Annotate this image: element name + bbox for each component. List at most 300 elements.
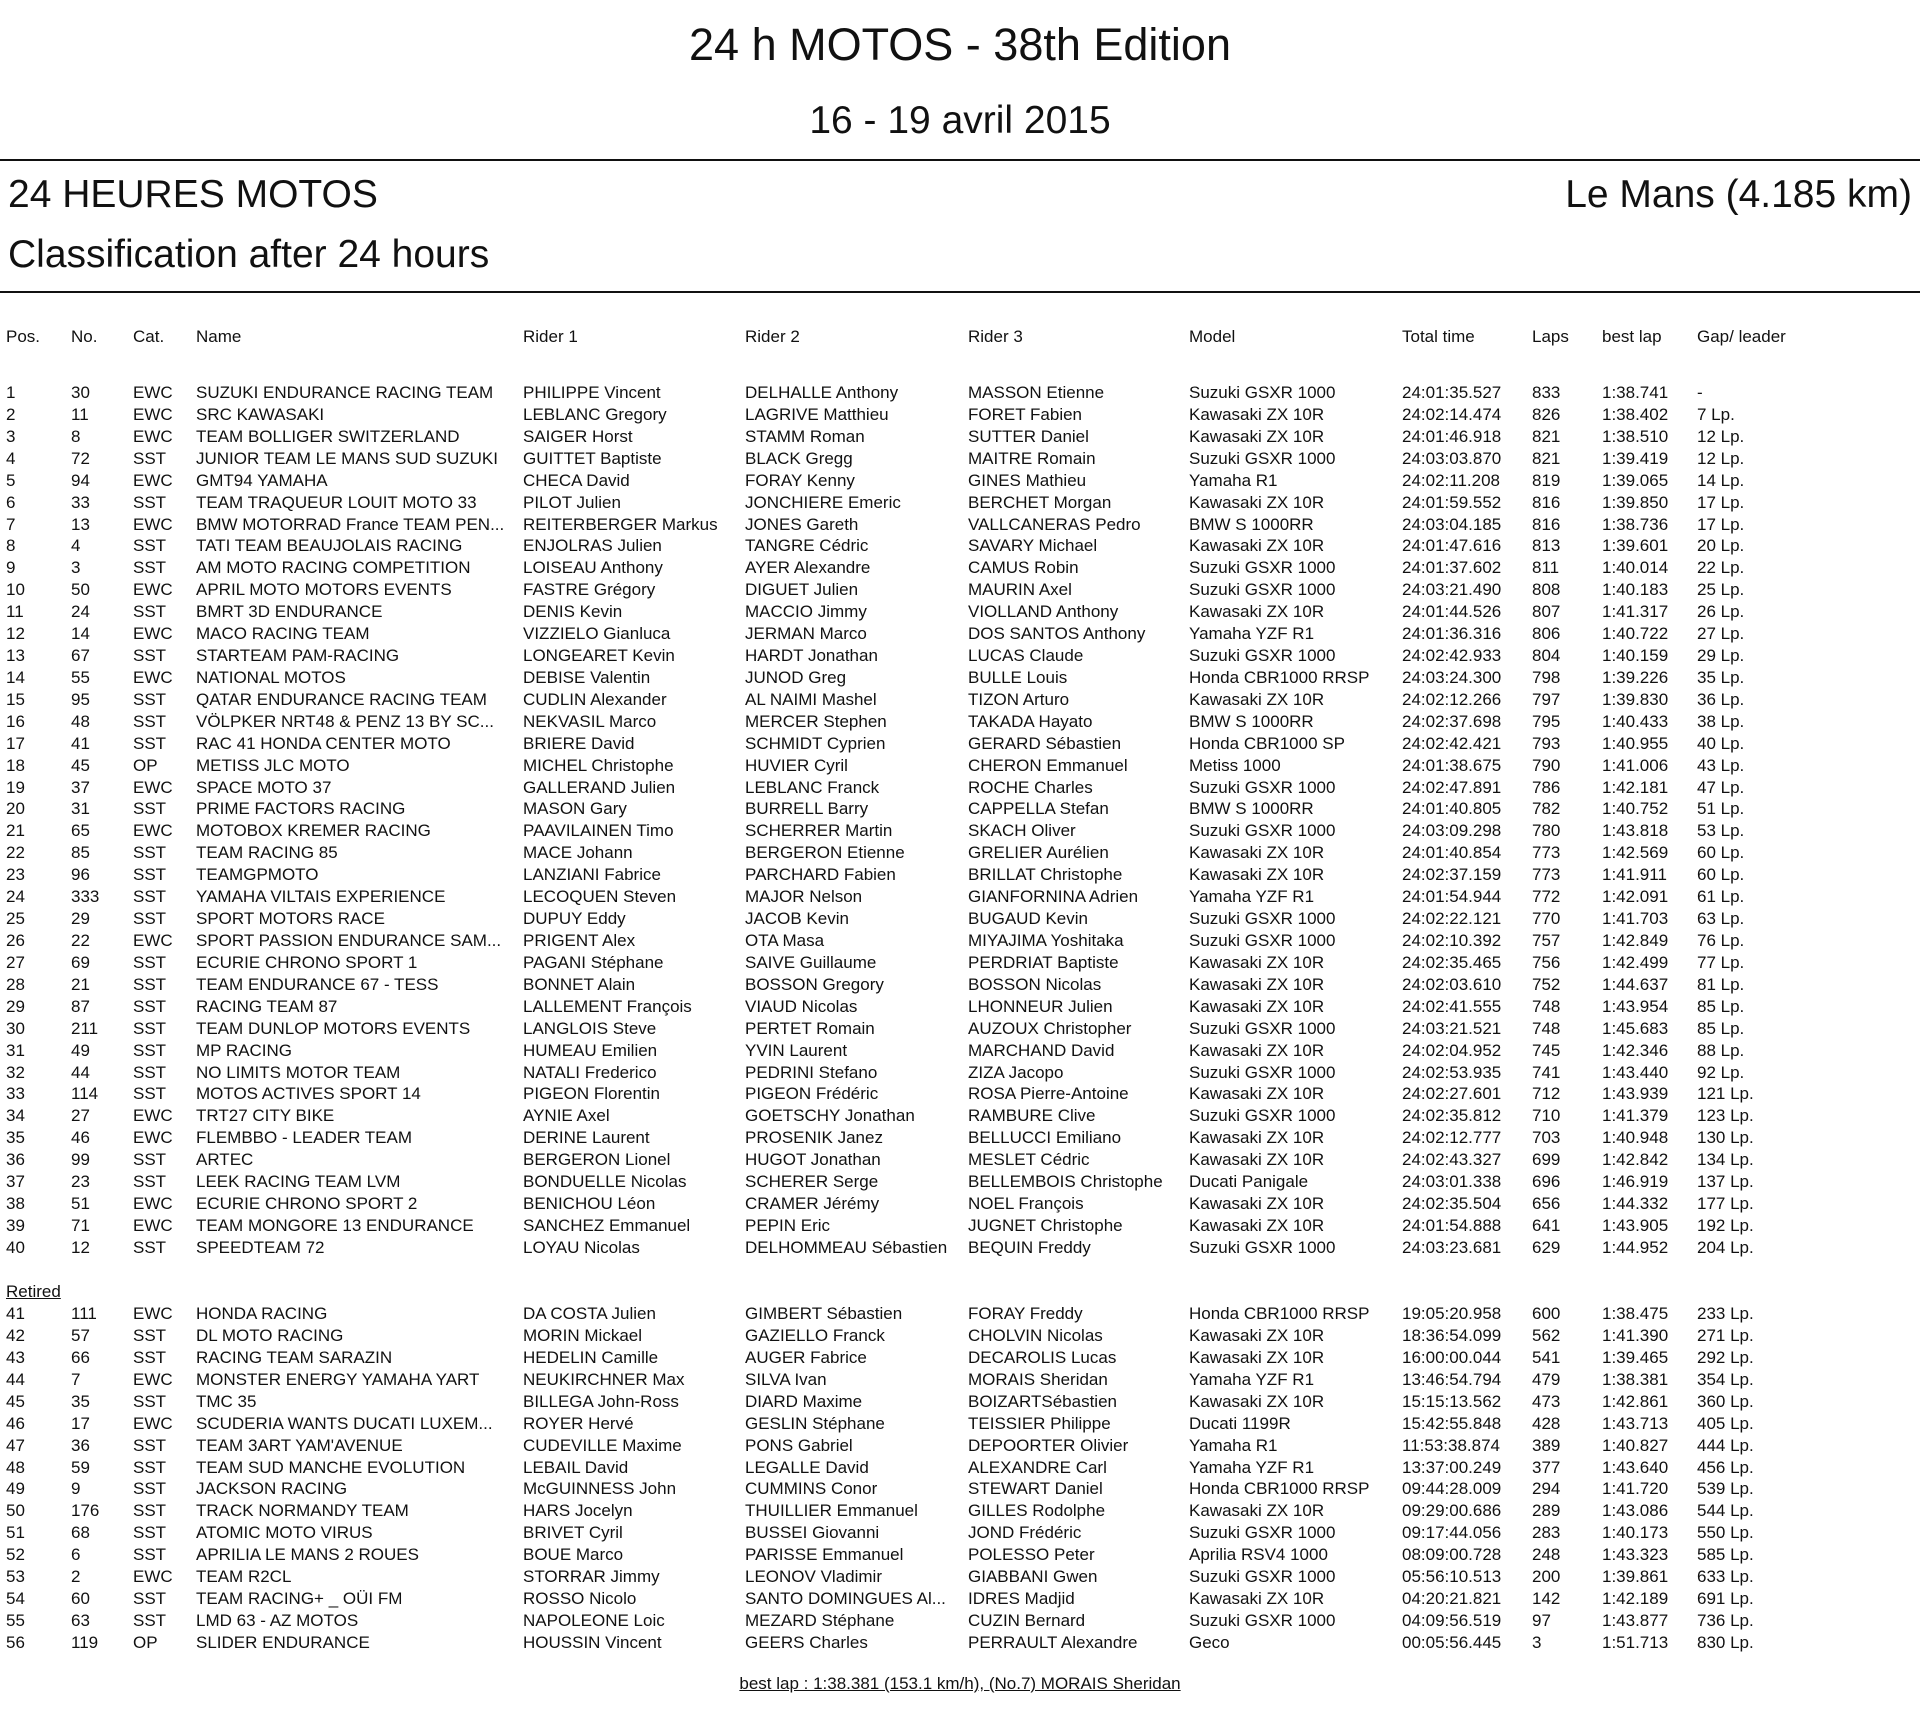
cell-rider2: VIAUD Nicolas: [745, 996, 858, 1016]
cell-rider3: SKACH Oliver: [968, 821, 1076, 841]
cell-pos: 12: [6, 624, 25, 644]
table-row: [0, 1325, 1920, 1347]
cell-rider2: DELHALLE Anthony: [745, 383, 899, 402]
cell-gap: 26 Lp.: [1697, 602, 1745, 622]
cell-rider3: CHERON Emmanuel: [968, 755, 1128, 775]
cell-gap: 85 Lp.: [1697, 996, 1745, 1016]
cell-team: TRACK NORMANDY TEAM: [196, 1501, 409, 1521]
cell-rider2: AUGER Fabrice: [745, 1347, 867, 1367]
table-row: [0, 820, 1920, 842]
cell-laps: 782: [1532, 799, 1561, 819]
cell-best-lap: 1:44.952: [1602, 1237, 1669, 1257]
cell-total-time: 16:00:00.044: [1402, 1347, 1502, 1367]
cell-pos: 53: [6, 1567, 25, 1587]
cell-laps: 811: [1532, 558, 1560, 578]
table-row: [0, 1391, 1920, 1413]
cell-rider3: POLESSO Peter: [968, 1545, 1095, 1565]
cell-laps: 473: [1532, 1391, 1561, 1411]
cell-cat: SST: [133, 1084, 167, 1104]
col-no: No.: [71, 327, 98, 346]
cell-pos: 39: [6, 1215, 25, 1235]
cell-rider2: JONES Gareth: [745, 514, 859, 534]
cell-total-time: 04:20:21.821: [1402, 1589, 1502, 1609]
cell-total-time: 24:03:03.870: [1402, 448, 1502, 468]
cell-rider2: DELHOMMEAU Sébastien: [745, 1237, 948, 1257]
cell-no: 48: [71, 711, 90, 731]
cell-best-lap: 1:41.703: [1602, 909, 1669, 929]
col-model: Model: [1189, 327, 1236, 346]
cell-rider3: DOS SANTOS Anthony: [968, 624, 1146, 644]
cell-model: Yamaha R1: [1189, 470, 1278, 490]
cell-no: 59: [71, 1457, 90, 1477]
classification-title: Classification after 24 hours: [8, 233, 490, 276]
cell-model: Suzuki GSXR 1000: [1189, 1018, 1336, 1038]
cell-rider2: LEBLANC Franck: [745, 777, 880, 797]
cell-rider3: ROCHE Charles: [968, 777, 1093, 797]
cell-rider2: DIGUET Julien: [745, 580, 859, 600]
cell-rider3: LHONNEUR Julien: [968, 996, 1113, 1016]
cell-rider3: VALLCANERAS Pedro: [968, 514, 1141, 534]
table-row: [0, 404, 1920, 426]
cell-no: 23: [71, 1172, 90, 1192]
cell-best-lap: 1:38.381: [1602, 1369, 1669, 1389]
header-divider: [0, 291, 1920, 293]
table-row: [0, 1149, 1920, 1171]
cell-gap: 53 Lp.: [1697, 821, 1745, 841]
cell-rider3: GRELIER Aurélien: [968, 843, 1109, 863]
cell-total-time: 24:02:03.610: [1402, 974, 1502, 994]
cell-rider1: DA COSTA Julien: [523, 1304, 656, 1323]
table-row: [0, 1435, 1920, 1457]
table-row: [0, 1237, 1920, 1259]
cell-best-lap: 1:43.086: [1602, 1501, 1669, 1521]
cell-rider1: MORIN Mickael: [523, 1325, 643, 1345]
cell-rider3: VIOLLAND Anthony: [968, 602, 1119, 622]
cell-pos: 55: [6, 1611, 25, 1631]
cell-rider3: GIABBANI Gwen: [968, 1567, 1098, 1587]
cell-model: Kawasaki ZX 10R: [1189, 1215, 1325, 1235]
cell-no: 46: [71, 1128, 90, 1148]
cell-best-lap: 1:42.181: [1602, 777, 1669, 797]
cell-gap: 691 Lp.: [1697, 1589, 1754, 1609]
cell-rider1: McGUINNESS John: [523, 1479, 677, 1499]
cell-no: 49: [71, 1040, 90, 1060]
cell-rider2: GESLIN Stéphane: [745, 1413, 885, 1433]
cell-rider2: PARCHARD Fabien: [745, 865, 896, 885]
cell-laps: 804: [1532, 646, 1561, 666]
cell-cat: SST: [133, 1391, 167, 1411]
cell-best-lap: 1:39.850: [1602, 492, 1669, 512]
table-row: [0, 864, 1920, 886]
cell-rider1: LOYAU Nicolas: [523, 1237, 640, 1257]
cell-pos: 5: [6, 470, 16, 490]
cell-team: ECURIE CHRONO SPORT 1: [196, 952, 418, 972]
cell-rider3: CUZIN Bernard: [968, 1611, 1086, 1631]
cell-best-lap: 1:43.323: [1602, 1545, 1669, 1565]
cell-cat: SST: [133, 1545, 167, 1565]
cell-gap: 77 Lp.: [1697, 952, 1745, 972]
cell-pos: 16: [6, 711, 25, 731]
cell-total-time: 24:01:36.316: [1402, 624, 1502, 644]
cell-total-time: 24:01:37.602: [1402, 558, 1502, 578]
cell-best-lap: 1:44.637: [1602, 974, 1669, 994]
cell-no: 11: [71, 404, 89, 424]
cell-model: Suzuki GSXR 1000: [1189, 383, 1336, 402]
cell-rider3: MORAIS Sheridan: [968, 1369, 1108, 1389]
cell-total-time: 04:09:56.519: [1402, 1611, 1502, 1631]
table-row: [0, 1369, 1920, 1391]
cell-cat: EWC: [133, 1413, 173, 1433]
cell-rider2: PONS Gabriel: [745, 1435, 853, 1455]
cell-gap: 539 Lp.: [1697, 1479, 1754, 1499]
cell-pos: 25: [6, 909, 25, 929]
cell-laps: 816: [1532, 514, 1561, 534]
cell-no: 12: [71, 1237, 90, 1257]
cell-rider1: GALLERAND Julien: [523, 777, 676, 797]
cell-rider3: MIYAJIMA Yoshitaka: [968, 931, 1124, 950]
cell-team: TEAM TRAQUEUR LOUIT MOTO 33: [196, 492, 477, 512]
cell-gap: 292 Lp.: [1697, 1347, 1754, 1367]
cell-laps: 773: [1532, 865, 1561, 885]
cell-rider2: PEPIN Eric: [745, 1215, 831, 1235]
cell-rider2: LEONOV Vladimir: [745, 1567, 882, 1587]
cell-team: RACING TEAM SARAZIN: [196, 1347, 393, 1367]
cell-team: RAC 41 HONDA CENTER MOTO: [196, 733, 451, 753]
table-row: [0, 426, 1920, 448]
cell-laps: 752: [1532, 974, 1561, 994]
cell-cat: SST: [133, 1347, 167, 1367]
cell-gap: 35 Lp.: [1697, 667, 1745, 687]
cell-team: LEEK RACING TEAM LVM: [196, 1172, 401, 1192]
cell-laps: 248: [1532, 1545, 1561, 1565]
cell-rider1: PILOT Julien: [523, 492, 621, 512]
cell-laps: 699: [1532, 1150, 1561, 1170]
cell-model: Suzuki GSXR 1000: [1189, 931, 1336, 950]
cell-rider1: BRIVET Cyril: [523, 1523, 623, 1543]
cell-no: 21: [71, 974, 90, 994]
cell-rider1: HEDELIN Camille: [523, 1347, 659, 1367]
cell-rider2: AL NAIMI Mashel: [745, 689, 877, 709]
cell-total-time: 24:03:23.681: [1402, 1237, 1502, 1257]
cell-pos: 28: [6, 974, 25, 994]
cell-rider2: BUSSEI Giovanni: [745, 1523, 880, 1543]
cell-rider2: BOSSON Gregory: [745, 974, 884, 994]
cell-rider1: PIGEON Florentin: [523, 1084, 660, 1104]
cell-rider1: LANGLOIS Steve: [523, 1018, 657, 1038]
cell-model: Kawasaki ZX 10R: [1189, 492, 1325, 512]
cell-rider3: BERCHET Morgan: [968, 492, 1112, 512]
cell-model: Kawasaki ZX 10R: [1189, 1501, 1325, 1521]
cell-model: Kawasaki ZX 10R: [1189, 974, 1325, 994]
cell-no: 27: [71, 1106, 90, 1126]
cell-team: MOTOS ACTIVES SPORT 14: [196, 1084, 421, 1104]
table-row: [0, 952, 1920, 974]
cell-rider2: LAGRIVE Matthieu: [745, 404, 889, 424]
cell-cat: SST: [133, 1435, 167, 1455]
cell-pos: 33: [6, 1084, 25, 1104]
cell-rider2: STAMM Roman: [745, 426, 865, 446]
cell-model: Kawasaki ZX 10R: [1189, 865, 1325, 885]
cell-rider1: HARS Jocelyn: [523, 1501, 633, 1521]
cell-no: 35: [71, 1391, 90, 1411]
col-gap: Gap/ leader: [1697, 327, 1786, 346]
cell-rider1: NEUKIRCHNER Max: [523, 1369, 685, 1389]
table-row: [0, 535, 1920, 557]
cell-rider2: GAZIELLO Franck: [745, 1325, 885, 1345]
cell-pos: 30: [6, 1018, 25, 1038]
cell-best-lap: 1:42.091: [1602, 887, 1669, 907]
cell-best-lap: 1:46.919: [1602, 1172, 1669, 1192]
cell-pos: 23: [6, 865, 25, 885]
cell-laps: 786: [1532, 777, 1561, 797]
cell-gap: 61 Lp.: [1697, 887, 1745, 907]
cell-pos: 50: [6, 1501, 25, 1521]
cell-rider3: TAKADA Hayato: [968, 711, 1093, 731]
cell-pos: 27: [6, 952, 25, 972]
cell-pos: 48: [6, 1457, 25, 1477]
cell-best-lap: 1:43.954: [1602, 996, 1669, 1016]
table-row: [0, 1566, 1920, 1588]
cell-cat: SST: [133, 974, 167, 994]
table-row: [0, 514, 1920, 536]
cell-gap: 85 Lp.: [1697, 1018, 1745, 1038]
cell-gap: 550 Lp.: [1697, 1523, 1754, 1543]
cell-total-time: 09:44:28.009: [1402, 1479, 1502, 1499]
cell-model: Kawasaki ZX 10R: [1189, 1589, 1325, 1609]
cell-rider3: GIANFORNINA Adrien: [968, 887, 1139, 907]
table-row: [0, 886, 1920, 908]
cell-no: 95: [71, 689, 90, 709]
cell-model: Suzuki GSXR 1000: [1189, 1611, 1336, 1631]
table-row: [0, 1610, 1920, 1632]
cell-rider2: AYER Alexandre: [745, 558, 871, 578]
cell-no: 63: [71, 1611, 90, 1631]
cell-rider1: BONDUELLE Nicolas: [523, 1172, 687, 1192]
cell-gap: 7 Lp.: [1697, 404, 1735, 424]
cell-cat: SST: [133, 909, 167, 929]
cell-gap: 233 Lp.: [1697, 1304, 1754, 1323]
table-row: [0, 492, 1920, 514]
col-rider1: Rider 1: [523, 327, 578, 346]
cell-total-time: 09:29:00.686: [1402, 1501, 1502, 1521]
cell-rider1: LANZIANI Fabrice: [523, 865, 661, 885]
cell-best-lap: 1:38.475: [1602, 1304, 1669, 1323]
cell-best-lap: 1:40.014: [1602, 558, 1669, 578]
cell-laps: 97: [1532, 1611, 1551, 1631]
cell-total-time: 24:01:40.854: [1402, 843, 1502, 863]
cell-model: Kawasaki ZX 10R: [1189, 536, 1325, 556]
cell-rider1: DUPUY Eddy: [523, 909, 626, 929]
cell-total-time: 24:01:54.944: [1402, 887, 1502, 907]
cell-total-time: 24:01:35.527: [1402, 383, 1502, 402]
cell-pos: 54: [6, 1589, 25, 1609]
cell-team: PRIME FACTORS RACING: [196, 799, 406, 819]
cell-no: 60: [71, 1589, 90, 1609]
cell-no: 3: [71, 558, 81, 578]
cell-no: 51: [71, 1194, 90, 1214]
cell-gap: 12 Lp.: [1697, 426, 1745, 446]
cell-rider3: DECAROLIS Lucas: [968, 1347, 1117, 1367]
cell-best-lap: 1:43.939: [1602, 1084, 1669, 1104]
cell-cat: SST: [133, 1172, 167, 1192]
cell-model: Kawasaki ZX 10R: [1189, 952, 1325, 972]
cell-total-time: 24:02:43.327: [1402, 1150, 1502, 1170]
cell-model: Suzuki GSXR 1000: [1189, 448, 1336, 468]
cell-cat: SST: [133, 1501, 167, 1521]
cell-cat: EWC: [133, 1304, 173, 1323]
cell-no: 36: [71, 1435, 90, 1455]
cell-gap: -: [1697, 383, 1703, 402]
table-row: [0, 842, 1920, 864]
table-row: [0, 798, 1920, 820]
cell-total-time: 24:01:54.888: [1402, 1215, 1502, 1235]
cell-pos: 19: [6, 777, 25, 797]
cell-no: 37: [71, 777, 90, 797]
cell-gap: 12 Lp.: [1697, 448, 1745, 468]
top-divider: [0, 159, 1920, 161]
cell-model: Kawasaki ZX 10R: [1189, 1325, 1325, 1345]
cell-rider1: PRIGENT Alex: [523, 931, 636, 950]
cell-rider1: MICHEL Christophe: [523, 755, 674, 775]
cell-gap: 405 Lp.: [1697, 1413, 1754, 1433]
cell-pos: 45: [6, 1391, 25, 1411]
cell-cat: OP: [133, 755, 158, 775]
cell-team: TEAM ENDURANCE 67 - TESS: [196, 974, 439, 994]
cell-gap: 51 Lp.: [1697, 799, 1745, 819]
cell-cat: SST: [133, 646, 167, 666]
cell-rider2: JERMAN Marco: [745, 624, 867, 644]
cell-pos: 8: [6, 536, 16, 556]
cell-pos: 44: [6, 1369, 25, 1389]
cell-laps: 797: [1532, 689, 1561, 709]
cell-team: APRIL MOTO MOTORS EVENTS: [196, 580, 452, 600]
cell-cat: EWC: [133, 1567, 173, 1587]
cell-model: BMW S 1000RR: [1189, 799, 1314, 819]
col-name: Name: [196, 327, 242, 346]
cell-no: 71: [71, 1215, 90, 1235]
cell-best-lap: 1:38.402: [1602, 404, 1669, 424]
cell-pos: 11: [6, 602, 24, 622]
cell-team: BMW MOTORRAD France TEAM PEN...: [196, 514, 505, 534]
cell-gap: 27 Lp.: [1697, 624, 1745, 644]
table-row: [0, 1500, 1920, 1522]
cell-no: 13: [71, 514, 90, 534]
cell-gap: 43 Lp.: [1697, 755, 1745, 775]
cell-no: 31: [71, 799, 90, 819]
table-row: [0, 382, 1920, 404]
cell-model: Honda CBR1000 RRSP: [1189, 1304, 1370, 1323]
cell-model: Suzuki GSXR 1000: [1189, 777, 1336, 797]
cell-rider1: REITERBERGER Markus: [523, 514, 718, 534]
cell-total-time: 24:02:14.474: [1402, 404, 1502, 424]
cell-cat: EWC: [133, 580, 173, 600]
cell-cat: SST: [133, 711, 167, 731]
cell-team: TATI TEAM BEAUJOLAIS RACING: [196, 536, 463, 556]
cell-rider1: ROYER Hervé: [523, 1413, 634, 1433]
cell-rider3: DEPOORTER Olivier: [968, 1435, 1129, 1455]
cell-model: Kawasaki ZX 10R: [1189, 843, 1325, 863]
cell-rider2: SILVA Ivan: [745, 1369, 827, 1389]
table-row: [0, 1478, 1920, 1500]
table-row: [0, 1062, 1920, 1084]
cell-team: HONDA RACING: [196, 1304, 328, 1323]
cell-cat: SST: [133, 799, 167, 819]
cell-cat: SST: [133, 602, 167, 622]
cell-rider2: LEGALLE David: [745, 1457, 869, 1477]
cell-pos: 42: [6, 1325, 25, 1345]
cell-rider3: PERDRIAT Baptiste: [968, 952, 1119, 972]
cell-rider2: BURRELL Barry: [745, 799, 869, 819]
cell-model: Suzuki GSXR 1000: [1189, 821, 1336, 841]
cell-rider2: DIARD Maxime: [745, 1391, 863, 1411]
cell-rider1: ENJOLRAS Julien: [523, 536, 662, 556]
cell-rider1: GUITTET Baptiste: [523, 448, 662, 468]
cell-best-lap: 1:44.332: [1602, 1194, 1669, 1214]
cell-total-time: 08:09:00.728: [1402, 1545, 1502, 1565]
cell-rider3: CAPPELLA Stefan: [968, 799, 1109, 819]
cell-cat: SST: [133, 865, 167, 885]
cell-pos: 18: [6, 755, 25, 775]
cell-no: 55: [71, 667, 90, 687]
cell-total-time: 15:15:13.562: [1402, 1391, 1502, 1411]
cell-best-lap: 1:41.317: [1602, 602, 1669, 622]
cell-rider1: ROSSO Nicolo: [523, 1589, 637, 1609]
cell-rider1: BERGERON Lionel: [523, 1150, 671, 1170]
cell-rider3: SUTTER Daniel: [968, 426, 1089, 446]
cell-rider3: BUGAUD Kevin: [968, 909, 1088, 929]
cell-gap: 121 Lp.: [1697, 1084, 1754, 1104]
cell-team: FLEMBBO - LEADER TEAM: [196, 1128, 413, 1148]
table-row: [0, 689, 1920, 711]
cell-model: Suzuki GSXR 1000: [1189, 558, 1336, 578]
cell-total-time: 24:03:01.338: [1402, 1172, 1502, 1192]
cell-rider2: THUILLIER Emmanuel: [745, 1501, 918, 1521]
cell-no: 65: [71, 821, 90, 841]
cell-model: BMW S 1000RR: [1189, 711, 1314, 731]
cell-rider1: STORRAR Jimmy: [523, 1567, 660, 1587]
cell-cat: OP: [133, 1632, 158, 1652]
cell-rider1: CUDEVILLE Maxime: [523, 1435, 682, 1455]
cell-rider2: MAJOR Nelson: [745, 887, 863, 907]
cell-model: Honda CBR1000 RRSP: [1189, 667, 1370, 687]
cell-rider2: HUVIER Cyril: [745, 755, 848, 775]
cell-cat: EWC: [133, 470, 173, 490]
cell-no: 45: [71, 755, 90, 775]
cell-cat: SST: [133, 689, 167, 709]
cell-gap: 130 Lp.: [1697, 1128, 1754, 1148]
cell-rider3: JOND Frédéric: [968, 1523, 1082, 1543]
cell-gap: 60 Lp.: [1697, 865, 1745, 885]
cell-rider1: CUDLIN Alexander: [523, 689, 667, 709]
cell-laps: 780: [1532, 821, 1561, 841]
cell-laps: 795: [1532, 711, 1561, 731]
cell-team: TEAM MONGORE 13 ENDURANCE: [196, 1215, 474, 1235]
col-laps: Laps: [1532, 327, 1569, 346]
cell-cat: EWC: [133, 931, 173, 950]
table-row: [0, 448, 1920, 470]
cell-pos: 51: [6, 1523, 25, 1543]
cell-team: METISS JLC MOTO: [196, 755, 350, 775]
cell-best-lap: 1:40.173: [1602, 1523, 1669, 1543]
cell-rider2: GEERS Charles: [745, 1632, 868, 1652]
cell-cat: SST: [133, 1325, 167, 1345]
cell-pos: 38: [6, 1194, 25, 1214]
cell-rider1: LONGEARET Kevin: [523, 646, 675, 666]
cell-team: BMRT 3D ENDURANCE: [196, 602, 383, 622]
cell-gap: 123 Lp.: [1697, 1106, 1754, 1126]
cell-laps: 772: [1532, 887, 1561, 907]
table-row: [0, 557, 1920, 579]
